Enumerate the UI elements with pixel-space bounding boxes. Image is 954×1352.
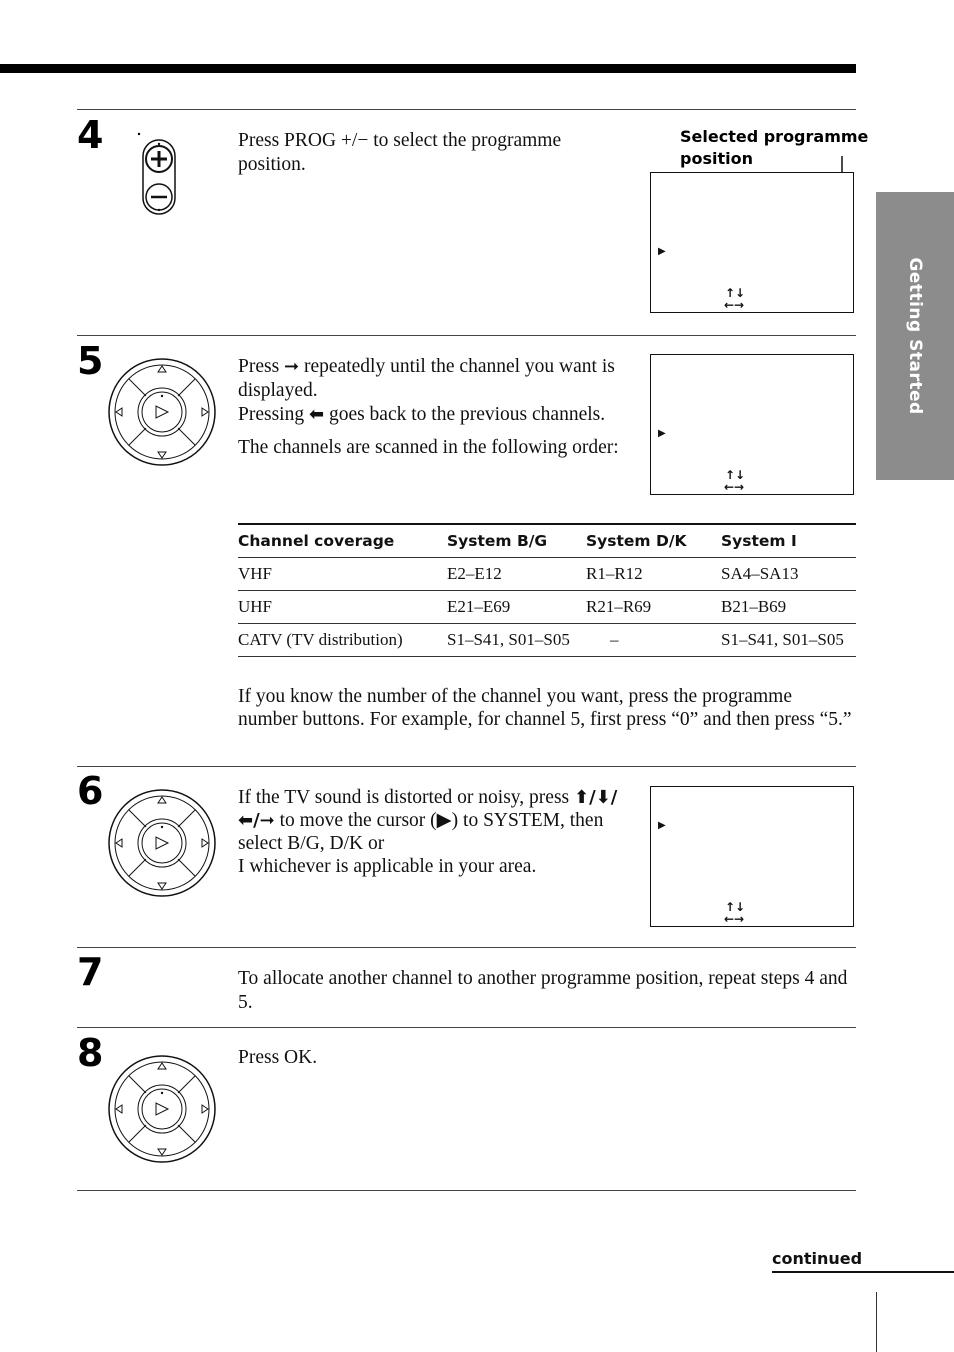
step-divider: [77, 1027, 856, 1028]
step-5-text: [238, 355, 628, 460]
step-5-text-back: goes back to the previous channels.: [328, 404, 606, 425]
table-cell: VHF: [238, 563, 273, 583]
direction-arrows-icon: ⬆/⬇/⬅/➞: [238, 787, 618, 831]
step-divider: [77, 766, 856, 767]
continued-label: continued: [772, 1249, 863, 1268]
step-4-instruction: Press PROG +/− to select the programme position.: [238, 130, 562, 175]
table-header-row: [238, 524, 856, 557]
step-number-8: 8: [77, 1031, 104, 1075]
callout-line-2: position: [680, 149, 753, 168]
step-5-channel-number-note: [238, 685, 854, 731]
table-row: [238, 623, 856, 656]
tv-screen-preview-4: [650, 172, 854, 313]
step-4-text: [238, 129, 628, 177]
cursor-icon: ▶: [658, 246, 666, 257]
step-8-instruction: Press OK.: [238, 1047, 318, 1068]
up-down-arrows-icon: ↑↓: [725, 900, 746, 914]
channel-coverage-table: [238, 523, 856, 657]
table-header: System D/K: [586, 531, 687, 550]
callout-line-1: Selected programme: [680, 127, 869, 146]
table-header: System I: [721, 531, 797, 550]
step-6-text-area: I whichever is applicable in your area.: [238, 856, 537, 877]
step-5-note-text: If you know the number of the channel you want, press the programme number buttons. For example, for channel 5, first press “0” and then press “5.”: [238, 686, 852, 730]
left-right-arrows-icon: ←→: [724, 298, 745, 312]
step-5-text-press: Press: [238, 356, 280, 377]
table-cell: UHF: [238, 596, 273, 616]
table-row: [238, 557, 856, 590]
up-down-arrows-icon: ↑↓: [725, 286, 746, 300]
step-7-text: [238, 967, 854, 1015]
continued-underline: [772, 1271, 954, 1273]
cursor-icon: ▶: [658, 820, 666, 831]
section-side-tab: [876, 192, 954, 480]
section-side-tab-label: Getting Started: [905, 257, 925, 415]
step-5-text-order: The channels are scanned in the following order:: [238, 437, 619, 458]
up-down-arrows-icon: ↑↓: [725, 468, 746, 482]
step-6-text-intro: If the TV sound is distorted or noisy, press: [238, 787, 570, 808]
step-number-4: 4: [77, 113, 104, 157]
cursor-icon: ▶: [436, 810, 452, 831]
table-cell: E2–E12: [447, 563, 502, 583]
table-cell: E21–E69: [447, 596, 511, 616]
joystick-pad-icon: [106, 356, 218, 468]
tv-screen-preview-5: [650, 354, 854, 495]
step-6-text-system: ) to SYSTEM, then select B/G, D/K or: [238, 810, 604, 854]
table-cell: R1–R12: [586, 563, 643, 583]
cursor-icon: ▶: [658, 428, 666, 439]
right-arrow-icon: ➞: [284, 356, 300, 377]
table-cell: SA4–SA13: [721, 563, 799, 583]
step-6-text-move: to move the cursor (: [279, 810, 437, 831]
table-cell: –: [610, 629, 619, 649]
table-header: System B/G: [447, 531, 548, 550]
step-divider: [77, 947, 856, 948]
left-right-arrows-icon: ←→: [724, 480, 745, 494]
tv-screen-preview-6: [650, 786, 854, 927]
step-divider: [77, 335, 856, 336]
step-7-instruction: To allocate another channel to another programme position, repeat steps 4 and 5.: [238, 968, 848, 1013]
step-5-text-pressing: Pressing: [238, 404, 305, 425]
table-cell: B21–B69: [721, 596, 787, 616]
left-arrow-icon: ⬅: [308, 404, 325, 425]
joystick-pad-icon: [106, 787, 218, 899]
header-bar: [0, 64, 856, 73]
step-8-text: [238, 1046, 638, 1070]
step-divider: [77, 109, 856, 110]
step-number-5: 5: [77, 339, 104, 383]
table-cell: S1–S41, S01–S05: [721, 629, 844, 649]
table-cell: R21–R69: [586, 596, 652, 616]
step-6-text: [238, 786, 633, 878]
step-5-text-repeat: repeatedly until the channel you want is displayed.: [238, 356, 615, 401]
joystick-pad-icon: [106, 1053, 218, 1165]
prog-plus-minus-button-icon: [130, 126, 190, 218]
step-divider: [77, 1190, 856, 1191]
table-cell: CATV (TV distribution): [238, 629, 403, 649]
table-row: [238, 590, 856, 623]
step-number-7: 7: [77, 950, 104, 994]
table-header: Channel coverage: [238, 531, 395, 550]
left-right-arrows-icon: ←→: [724, 912, 745, 926]
page-edge-line: [876, 1292, 877, 1352]
step-number-6: 6: [77, 769, 104, 813]
table-cell: S1–S41, S01–S05: [447, 629, 570, 649]
